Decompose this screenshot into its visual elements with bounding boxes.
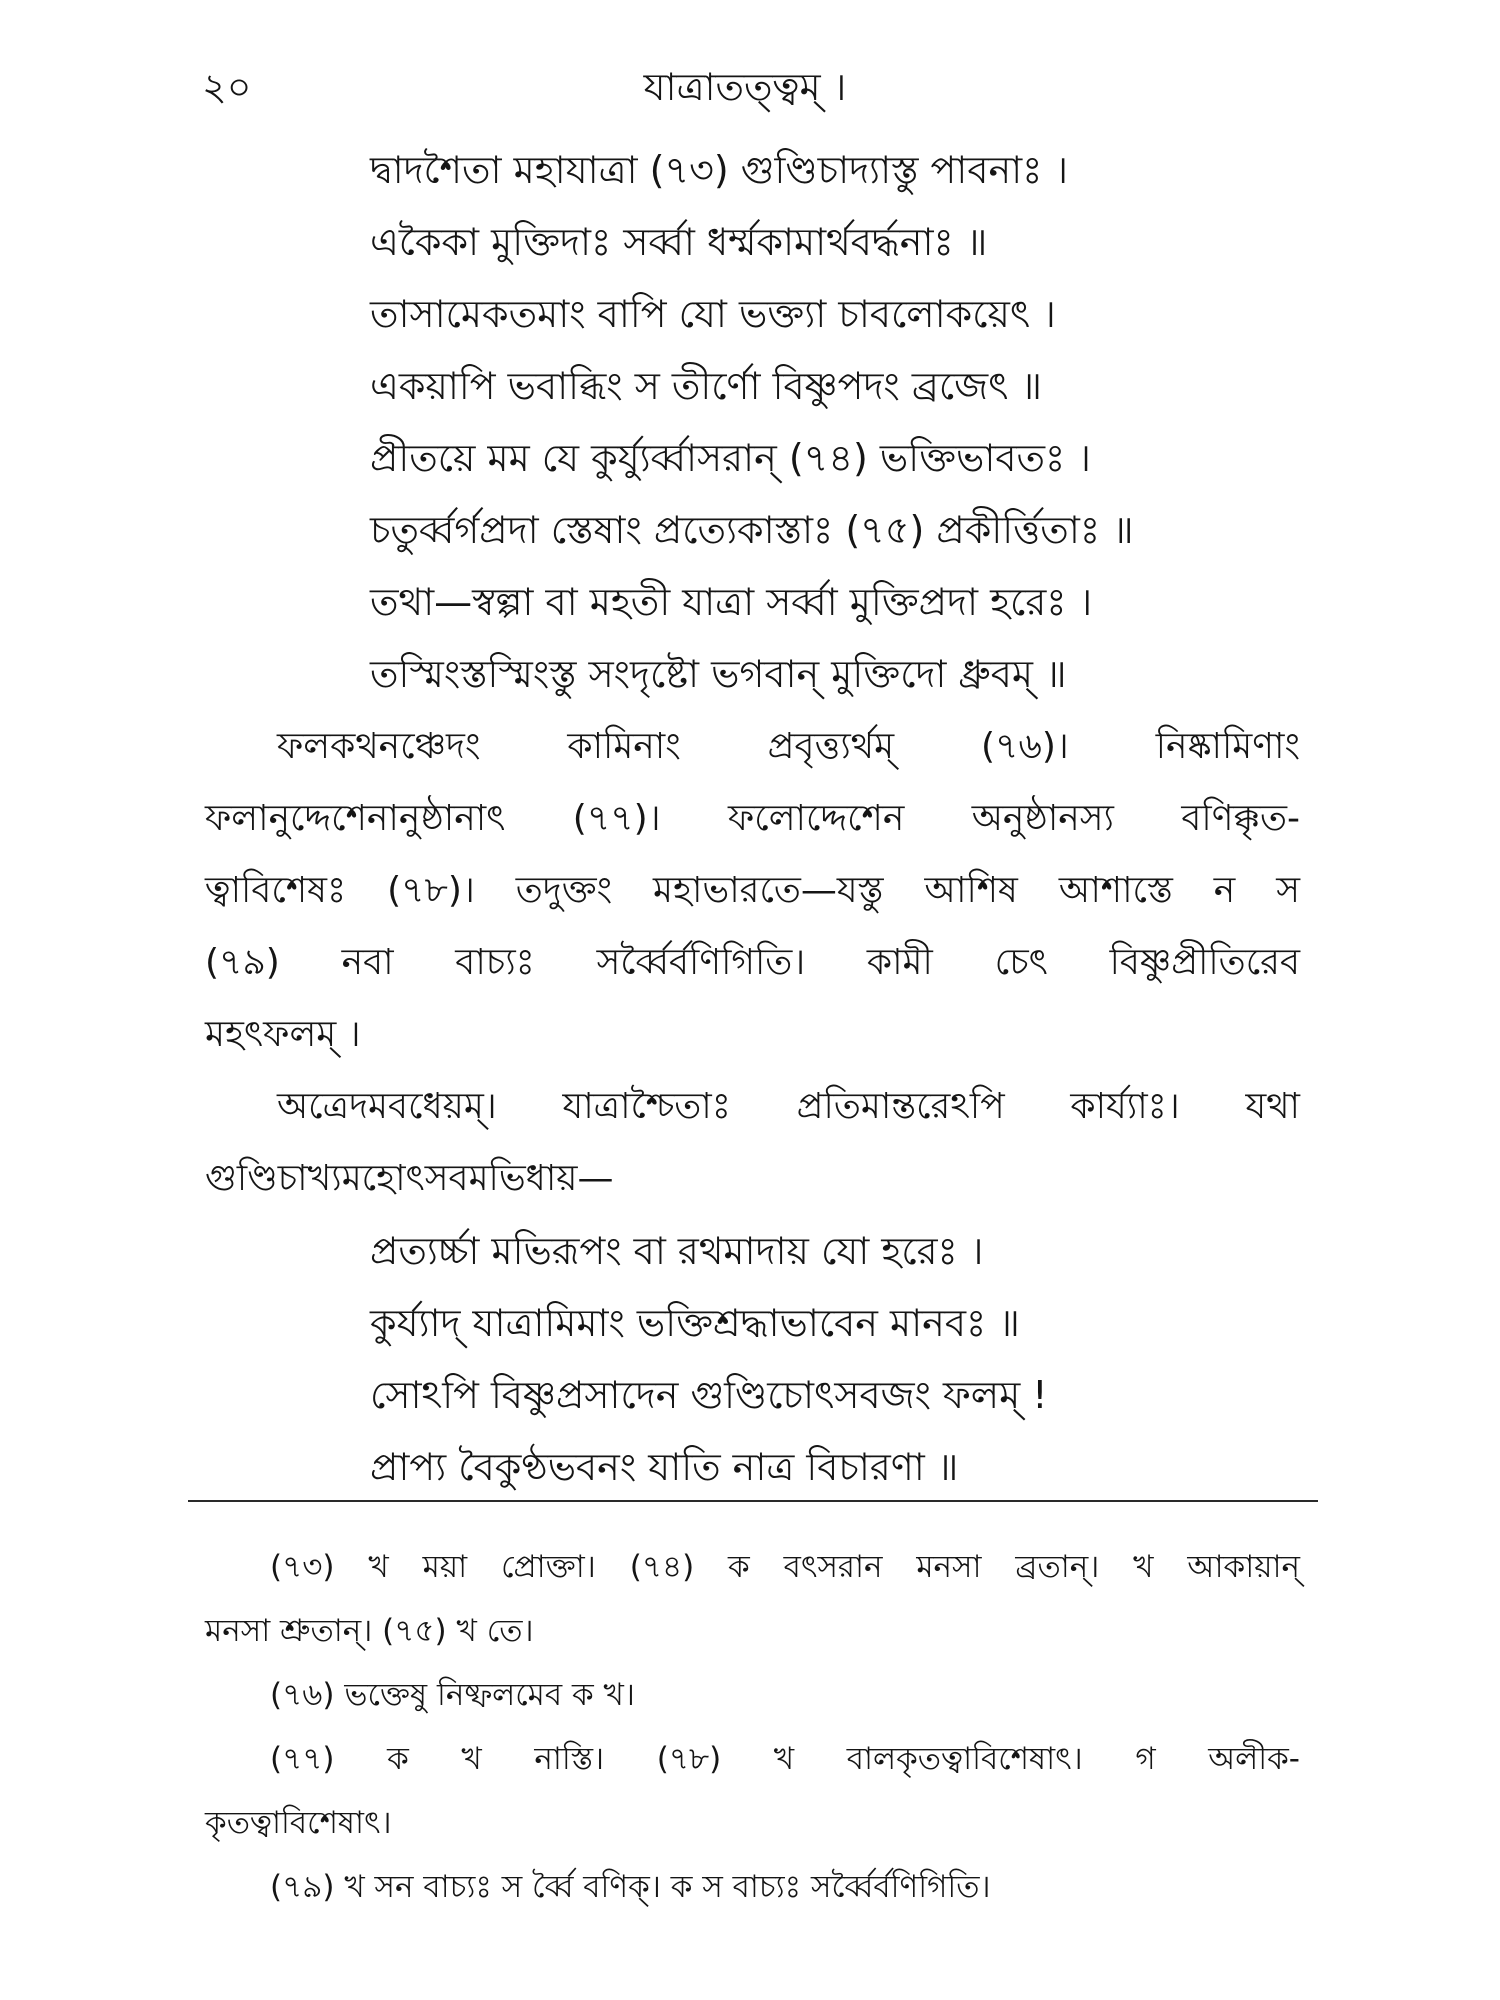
prose-line: (৭৯) নবা বাচ্যঃ সর্ব্বৈর্বণিগিতি। কামী চেৎ বিষ্ণুপ্রীতিরেব (205, 942, 1300, 983)
verse-block-2 (370, 1215, 1350, 1503)
prose-paragraph-1 (205, 711, 1300, 1071)
verse-line: তথা—স্বল্পা বা মহতী যাত্রা সর্ব্বা মুক্তিপ্রদা হরেঃ । (370, 580, 1093, 624)
verse-block-1 (370, 134, 1350, 710)
verse-line: একৈকা মুক্তিদাঃ সর্ব্বা ধর্ম্মকামার্থবর্দ্ধনাঃ ॥ (370, 220, 988, 264)
verse-line: একয়াপি ভবাব্ধিং স তীর্ণো বিষ্ণুপদং ব্রজেৎ ॥ (370, 364, 1043, 408)
verse-line: তস্মিংস্তস্মিংস্তু সংদৃষ্টো ভগবান্ মুক্তিদো ধ্রুবম্ ॥ (370, 652, 1067, 696)
running-title: যাত্রাতত্ত্বম্ । (643, 65, 847, 109)
footnote-line: (৭৭) ক খ নাস্তি। (৭৮) খ বালকৃতত্বাবিশেষাৎ। গ অলীক- (270, 1741, 1300, 1777)
footnote-divider (188, 1500, 1318, 1502)
footnote-line: (৭৬) ভক্তেষু নিষ্ফলমেব ক খ। (270, 1677, 635, 1713)
prose-line: ত্বাবিশেষঃ (৭৮)। তদুক্তং মহাভারতে—যস্তু আশিষ আশাস্তে ন স (205, 870, 1300, 911)
verse-line: প্রত্যর্চ্চা মভিরূপং বা রথমাদায় যো হরেঃ । (370, 1229, 984, 1273)
prose-line: গুণ্ডিচাখ্যমহোৎসবমভিধায়— (205, 1158, 614, 1199)
verse-line: দ্বাদশৈতা মহাযাত্রা (৭৩) গুণ্ডিচাদ্যাস্তু পাবনাঃ । (370, 148, 1069, 192)
footnotes (205, 1535, 1300, 1919)
page-header (190, 58, 1300, 118)
prose-line: ফলকথনঞ্চেদং কামিনাং প্রবৃত্ত্যর্থম্ (৭৬)। নিষ্কামিণাং (277, 726, 1300, 767)
verse-line: কুর্য্যাদ্ যাত্রামিমাং ভক্তিশ্রদ্ধাভাবেন মানবঃ ॥ (370, 1301, 1020, 1345)
footnote-line: (৭৩) খ ময়া প্রোক্তা। (৭৪) ক বৎসরান মনসা ব্রতান্। খ আকায়ান্ (270, 1549, 1300, 1585)
verse-line: প্রাপ্য বৈকুণ্ঠভবনং যাতি নাত্র বিচারণা ॥ (370, 1445, 959, 1489)
prose-line: মহৎফলম্ । (205, 1014, 361, 1055)
footnote-line: মনসা শ্রুতান্। (৭৫) খ তে। (205, 1613, 534, 1649)
prose-line: অত্রেদমবধেয়ম্। যাত্রাশ্চৈতাঃ প্রতিমান্তরেঽপি কার্য্যাঃ। যথা (277, 1086, 1300, 1127)
verse-line: চতুর্ব্বর্গপ্রদা স্তেষাং প্রত্যেকাস্তাঃ (৭৫) প্রকীর্ত্তিতাঃ ॥ (370, 508, 1134, 552)
prose-paragraph-2 (205, 1071, 1300, 1215)
footnote-line: কৃতত্বাবিশেষাৎ। (205, 1805, 392, 1841)
page-number: ২০ (202, 65, 252, 109)
verse-line: সোঽপি বিষ্ণুপ্রসাদেন গুণ্ডিচোৎসবজং ফলম্ ! (370, 1373, 1048, 1417)
verse-line: প্রীতয়ে মম যে কুর্য্যুর্ব্বাসরান্ (৭৪) ভক্তিভাবতঃ । (370, 436, 1091, 480)
prose-line: ফলানুদ্দেশেনানুষ্ঠানাৎ (৭৭)। ফলোদ্দেশেন অনুষ্ঠানস্য বণিক্কৃত- (205, 798, 1300, 839)
footnote-line: (৭৯) খ সন বাচ্যঃ স র্ব্বৈ বণিক্। ক স বাচ্যঃ সর্ব্বৈর্বণিগিতি। (270, 1869, 991, 1905)
verse-line: তাসামেকতমাং বাপি যো ভক্ত্যা চাবলোকয়েৎ । (370, 292, 1056, 336)
